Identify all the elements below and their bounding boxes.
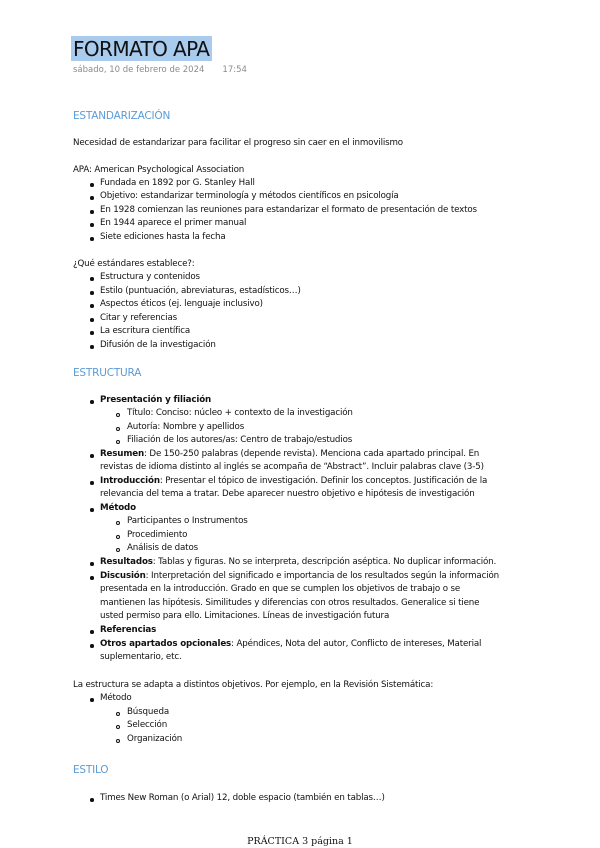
- bullet-icon: [90, 562, 94, 566]
- standards-question: ¿Qué estándares establece?:: [73, 259, 195, 269]
- note-date: [73, 65, 247, 75]
- list-item: En 1944 aparece el primer manual: [100, 218, 247, 228]
- page-footer: PRÁCTICA 3 página 1: [247, 836, 353, 847]
- sub-list-item: Título: Conciso: núcleo + contexto de la investigación: [127, 408, 353, 418]
- revision-metodo-label: Método: [100, 693, 132, 703]
- bullet-icon: [90, 576, 94, 580]
- resumen-text-cont: revistas de idioma distinto al inglés se acompaña de “Abstract”. Incluir palabras clave (3-5): [100, 462, 484, 472]
- sub-list-item: Búsqueda: [127, 707, 169, 717]
- sub-bullet-icon: [116, 413, 120, 417]
- resultados-text: : Tablas y figuras. No se interpreta, descripción aséptica. No duplicar información.: [152, 557, 497, 567]
- sub-bullet-icon: [116, 739, 120, 743]
- bullet-icon: [90, 400, 94, 404]
- sub-list-item: Análisis de datos: [127, 543, 198, 553]
- bullet-icon: [90, 630, 94, 634]
- discusion-text-cont: mantienen las hipótesis. Similitudes y diferencias con otros resultados. Generalice si tiene: [100, 598, 480, 608]
- sub-list-item: Filiación de los autores/as: Centro de trabajo/estudios: [127, 435, 353, 445]
- adapt-text: La estructura se adapta a distintos objetivos. Por ejemplo, en la Revisión Sistemática:: [73, 680, 434, 690]
- sub-bullet-icon: [116, 427, 120, 431]
- section-heading-estilo: ESTILO: [73, 764, 109, 776]
- discusion-text-cont: presentada en la introducción. Grado en que se cumplen los objetivos de trabajo o se: [100, 584, 461, 594]
- bullet-icon: [90, 291, 94, 295]
- sub-list-item: Selección: [127, 720, 168, 730]
- bullet-icon: [90, 183, 94, 187]
- sub-bullet-icon: [116, 535, 120, 539]
- bullet-icon: [90, 196, 94, 200]
- sub-bullet-icon: [116, 440, 120, 444]
- apa-label: APA: American Psychological Association: [73, 165, 245, 175]
- resumen-label: Resumen: [100, 449, 145, 459]
- list-item: Estilo (puntuación, abreviaturas, estadísticos…): [100, 286, 301, 296]
- time-text: 17:54: [222, 65, 247, 75]
- section-heading-estandarizacion: ESTANDARIZACIÓN: [73, 110, 171, 122]
- bullet-icon: [90, 481, 94, 485]
- list-item: La escritura científica: [100, 326, 191, 336]
- section-heading-estructura: ESTRUCTURA: [73, 367, 142, 379]
- bullet-icon: [90, 644, 94, 648]
- list-item: Siete ediciones hasta la fecha: [100, 232, 226, 242]
- otros-label: Otros apartados opcionales: [100, 639, 232, 649]
- bullet-icon: [90, 223, 94, 227]
- list-item: Citar y referencias: [100, 313, 177, 323]
- bullet-icon: [90, 454, 94, 458]
- discusion-text-cont: usted permiso para ello. Limitaciones. Líneas de investigación futura: [100, 611, 390, 621]
- sub-bullet-icon: [116, 725, 120, 729]
- list-item: Fundada en 1892 por G. Stanley Hall: [100, 178, 255, 188]
- introduccion-text: : Presentar el tópico de investigación. Definir los conceptos. Justificación de la: [159, 476, 488, 486]
- otros-text-cont: suplementario, etc.: [100, 652, 182, 662]
- resultados-item: [100, 556, 496, 570]
- sub-list-item: Participantes o Instrumentos: [127, 516, 248, 526]
- presentacion-label: Presentación y filiación: [100, 395, 212, 405]
- intro-text: Necesidad de estandarizar para facilitar el progreso sin caer en el inmovilismo: [73, 138, 403, 148]
- list-item: Difusión de la investigación: [100, 340, 216, 350]
- list-item: Objetivo: estandarizar terminología y métodos científicos en psicología: [100, 191, 399, 201]
- bullet-icon: [90, 277, 94, 281]
- bullet-icon: [90, 798, 94, 802]
- introduccion-label: Introducción: [100, 476, 160, 486]
- sub-bullet-icon: [116, 712, 120, 716]
- sub-list-item: Organización: [127, 734, 183, 744]
- list-item: Estructura y contenidos: [100, 272, 200, 282]
- metodo-label: Método: [100, 503, 136, 513]
- bullet-icon: [90, 304, 94, 308]
- list-item: Aspectos éticos (ej. lenguaje inclusivo): [100, 299, 263, 309]
- date-text: sábado, 10 de febrero de 2024: [73, 65, 205, 75]
- bullet-icon: [90, 318, 94, 322]
- sub-list-item: Procedimiento: [127, 530, 188, 540]
- bullet-icon: [90, 237, 94, 241]
- resumen-item: [100, 448, 479, 462]
- referencias-label: Referencias: [100, 625, 157, 635]
- bullet-icon: [90, 698, 94, 702]
- sub-list-item: Autoría: Nombre y apellidos: [127, 422, 245, 432]
- sub-bullet-icon: [116, 521, 120, 525]
- introduccion-text-cont: relevancia del tema a tratar. Debe aparecer nuestro objetivo e hipótesis de investigación: [100, 489, 475, 499]
- bullet-icon: [90, 210, 94, 214]
- otros-text: : Apéndices, Nota del autor, Conflicto de intereses, Material: [231, 639, 482, 649]
- sub-bullet-icon: [116, 548, 120, 552]
- resultados-label: Resultados: [100, 557, 153, 567]
- otros-item: [100, 638, 481, 652]
- discusion-item: [100, 570, 499, 584]
- bullet-icon: [90, 331, 94, 335]
- list-item: Times New Roman (o Arial) 12, doble espacio (también en tablas…): [100, 793, 385, 803]
- bullet-icon: [90, 508, 94, 512]
- discusion-label: Discusión: [100, 571, 146, 581]
- page-title[interactable]: FORMATO APA: [71, 36, 212, 61]
- resumen-text: : De 150-250 palabras (depende revista). Menciona cada apartado principal. En: [144, 449, 480, 459]
- discusion-text: : Interpretación del significado e importancia de los resultados según la información: [145, 571, 500, 581]
- list-item: En 1928 comienzan las reuniones para estandarizar el formato de presentación de textos: [100, 205, 477, 215]
- bullet-icon: [90, 345, 94, 349]
- introduccion-item: [100, 475, 487, 489]
